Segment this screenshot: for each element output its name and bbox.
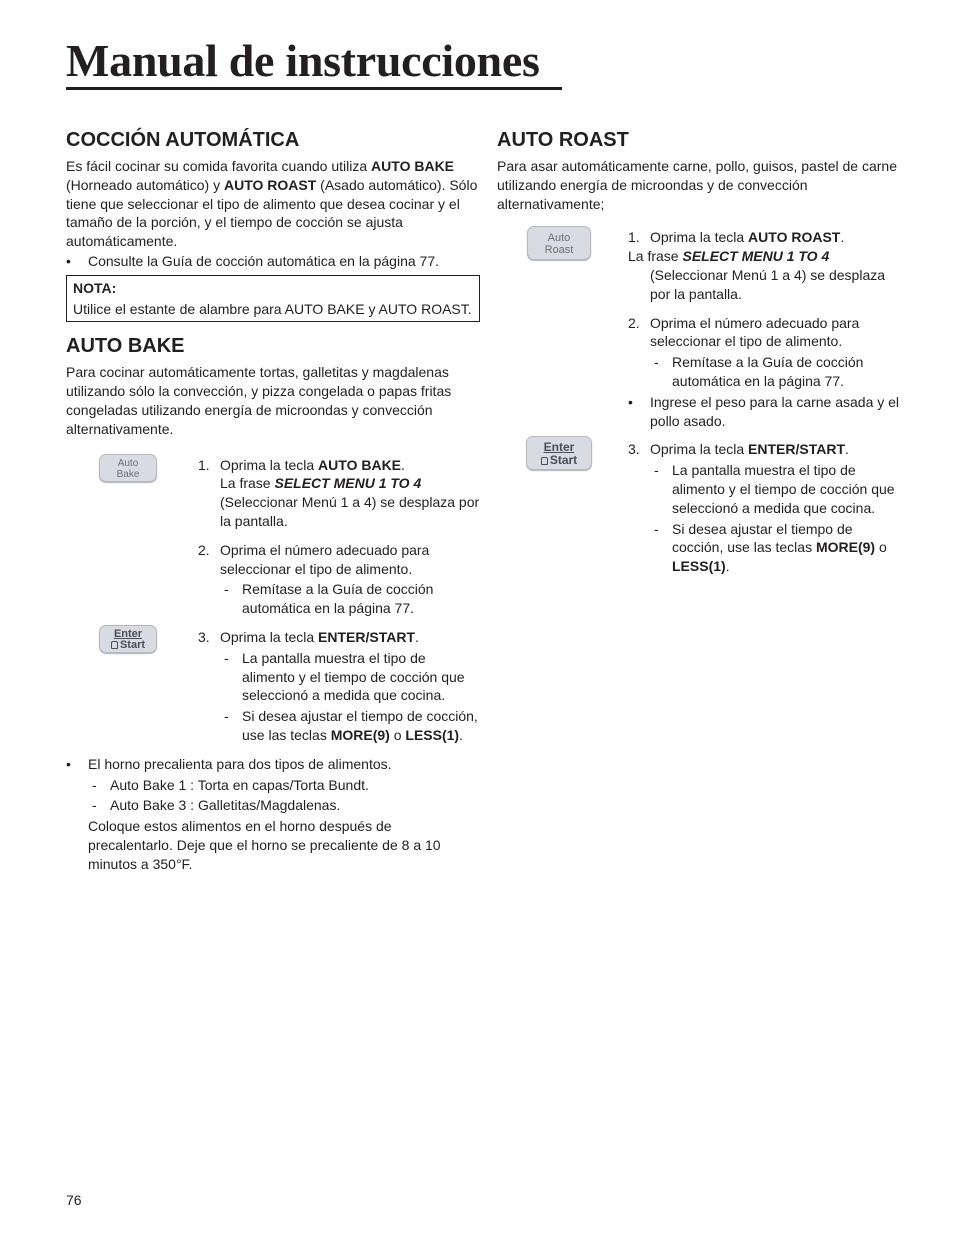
preheat-continuation: Coloque estos alimentos en el horno después de precalentarlo. Deje que el horno se precaliente de 8 a 10 minutos a 350°F. — [88, 818, 441, 872]
page-title: Manual de instrucciones — [66, 35, 540, 86]
text-run: (Horneado automático) y — [66, 176, 224, 193]
text-run-bold: MORE(9) — [330, 726, 390, 743]
text-run: . — [840, 229, 845, 246]
step-number: 3. — [198, 628, 210, 645]
text-run: (Seleccionar Menú 1 a 4) se desplaza por la pantalla. — [220, 494, 480, 529]
step-1 — [198, 456, 480, 531]
auto-roast-intro: Para asar automáticamente carne, pollo, guisos, pastel de carne utilizando energía de microondas y de convección alternativamente; — [497, 158, 898, 212]
text-run: o — [389, 726, 406, 743]
step-sub-item: - Remítase a la Guía de cocción automática en la página 77. — [650, 353, 905, 391]
text-run: Oprima la tecla — [220, 628, 319, 645]
step-sub-item — [220, 707, 480, 745]
text-run: La frase — [220, 475, 275, 492]
steps-list — [628, 228, 905, 430]
page-number: 76 — [66, 1192, 82, 1208]
right-column — [497, 128, 905, 586]
step-3 — [628, 440, 905, 576]
text-run: o — [875, 539, 887, 556]
text-run-bold: ENTER/START — [318, 628, 416, 645]
text-run: . — [401, 456, 405, 473]
text-run-bold: AUTO ROAST — [748, 229, 841, 246]
text-run: La frase — [628, 248, 683, 265]
enter-start-key-icon[interactable] — [526, 436, 592, 470]
preheat-sub-item: - Auto Bake 3 : Galletitas/Magdalenas. — [88, 796, 480, 815]
step-sub-item: - La pantalla muestra el tipo de alimento y el tiempo de cocción que seleccionó a medida que cocina. — [220, 649, 480, 705]
text-run-bold: ENTER/START — [748, 441, 846, 458]
title-underline — [66, 87, 562, 90]
step-number: 1. — [628, 229, 640, 246]
key-label: Enter — [543, 440, 575, 455]
text-run-bold: MORE(9) — [815, 539, 876, 556]
auto-bake-step-3 — [66, 628, 480, 745]
lock-icon — [111, 641, 118, 649]
text-run: Oprima la tecla — [650, 229, 749, 246]
text-run: Oprima la tecla — [650, 441, 749, 458]
lock-icon — [541, 457, 548, 465]
text-run: . — [725, 558, 730, 575]
key-label: Start — [119, 638, 146, 651]
step-sub-item: - La pantalla muestra el tipo de alimento y el tiempo de cocción que seleccionó a medida que cocina. — [650, 461, 905, 517]
auto-bake-heading: AUTO BAKE — [66, 335, 185, 358]
step-sub-item — [650, 520, 905, 576]
note-box — [66, 275, 480, 323]
text-run: Es fácil cocinar su comida favorita cuando utiliza — [66, 158, 372, 174]
step-2 — [628, 314, 905, 391]
steps-list — [628, 440, 905, 576]
step-2 — [198, 541, 480, 618]
key-label: Roast — [544, 244, 574, 257]
coccion-paragraph — [66, 157, 480, 251]
step-number: 2. — [198, 541, 210, 558]
text-run: (Asado automático). Sólo tiene que seleccionar el tipo de alimento que desea cocinar y el tamaño de la porción, y el tiempo de cocción se ajusta automáticamente. — [66, 176, 478, 250]
text-run-bold: AUTO BAKE — [371, 158, 455, 174]
text-run: Si desea ajustar el tiempo de cocción, use las teclas — [672, 520, 853, 556]
step-1 — [628, 228, 905, 303]
coccion-heading: COCCIÓN AUTOMÁTICA — [66, 129, 300, 151]
preheat-notes — [66, 755, 480, 874]
step-text: Oprima el número adecuado para seleccionar el tipo de alimento. — [650, 314, 860, 350]
step-bullet: • Ingrese el peso para la carne asada y el pollo asado. — [628, 393, 905, 431]
preheat-sub-item: - Auto Bake 1 : Torta en capas/Torta Bundt. — [88, 776, 480, 795]
text-run: . — [459, 726, 463, 743]
left-column — [66, 128, 480, 874]
text-run: Si desea ajustar el tiempo de cocción, use las teclas — [242, 708, 478, 743]
auto-roast-heading: AUTO ROAST — [497, 129, 629, 151]
step-number: 3. — [628, 441, 640, 458]
text-run-bold: LESS(1) — [672, 558, 726, 575]
step-number: 1. — [198, 456, 210, 473]
text-run-bold: AUTO BAKE — [318, 456, 402, 473]
auto-bake-key-icon[interactable] — [99, 454, 157, 482]
enter-start-key-icon[interactable] — [99, 625, 157, 653]
note-text: Utilice el estante de alambre para AUTO BAKE y AUTO ROAST. — [73, 300, 472, 317]
text-run: (Seleccionar Menú 1 a 4) se desplaza por la pantalla. — [650, 266, 886, 302]
coccion-bullet: • Consulte la Guía de cocción automática en la página 77. — [66, 252, 480, 271]
step-sub-item: - Remítase a la Guía de cocción automática en la página 77. — [220, 580, 480, 618]
key-label: Enter — [113, 627, 143, 640]
auto-roast-steps-1-2 — [497, 228, 905, 430]
auto-bake-steps-1-2 — [66, 456, 480, 618]
text-run: . — [845, 441, 849, 458]
text-run-bold-italic: SELECT MENU 1 TO 4 — [274, 475, 422, 492]
steps-list — [198, 628, 480, 745]
key-label: Start — [549, 453, 578, 468]
auto-bake-intro: Para cocinar automáticamente tortas, galletitas y magdalenas utilizando sólo la convección, y pizza congelada o papas fritas congeladas utilizando energía de microondas y convección alternativamente. — [66, 364, 452, 437]
preheat-bullet: • El horno precalienta para dos tipos de alimentos. — [66, 755, 480, 774]
steps-list — [198, 456, 480, 618]
text-run: Oprima la tecla — [220, 456, 319, 473]
text-run-bold-italic: SELECT MENU 1 TO 4 — [682, 248, 830, 265]
step-3 — [198, 628, 480, 745]
step-text: Oprima el número adecuado para seleccionar el tipo de alimento. — [220, 541, 430, 577]
auto-roast-step-3 — [497, 440, 905, 576]
key-label: Auto — [117, 457, 139, 469]
text-run: . — [415, 628, 419, 645]
key-label: Auto — [547, 232, 571, 245]
step-number: 2. — [628, 314, 640, 331]
auto-roast-key-icon[interactable] — [527, 226, 591, 260]
note-label: NOTA: — [73, 279, 117, 296]
text-run-bold: LESS(1) — [405, 726, 460, 743]
key-label: Bake — [116, 468, 140, 480]
text-run-bold: AUTO ROAST — [223, 176, 317, 193]
